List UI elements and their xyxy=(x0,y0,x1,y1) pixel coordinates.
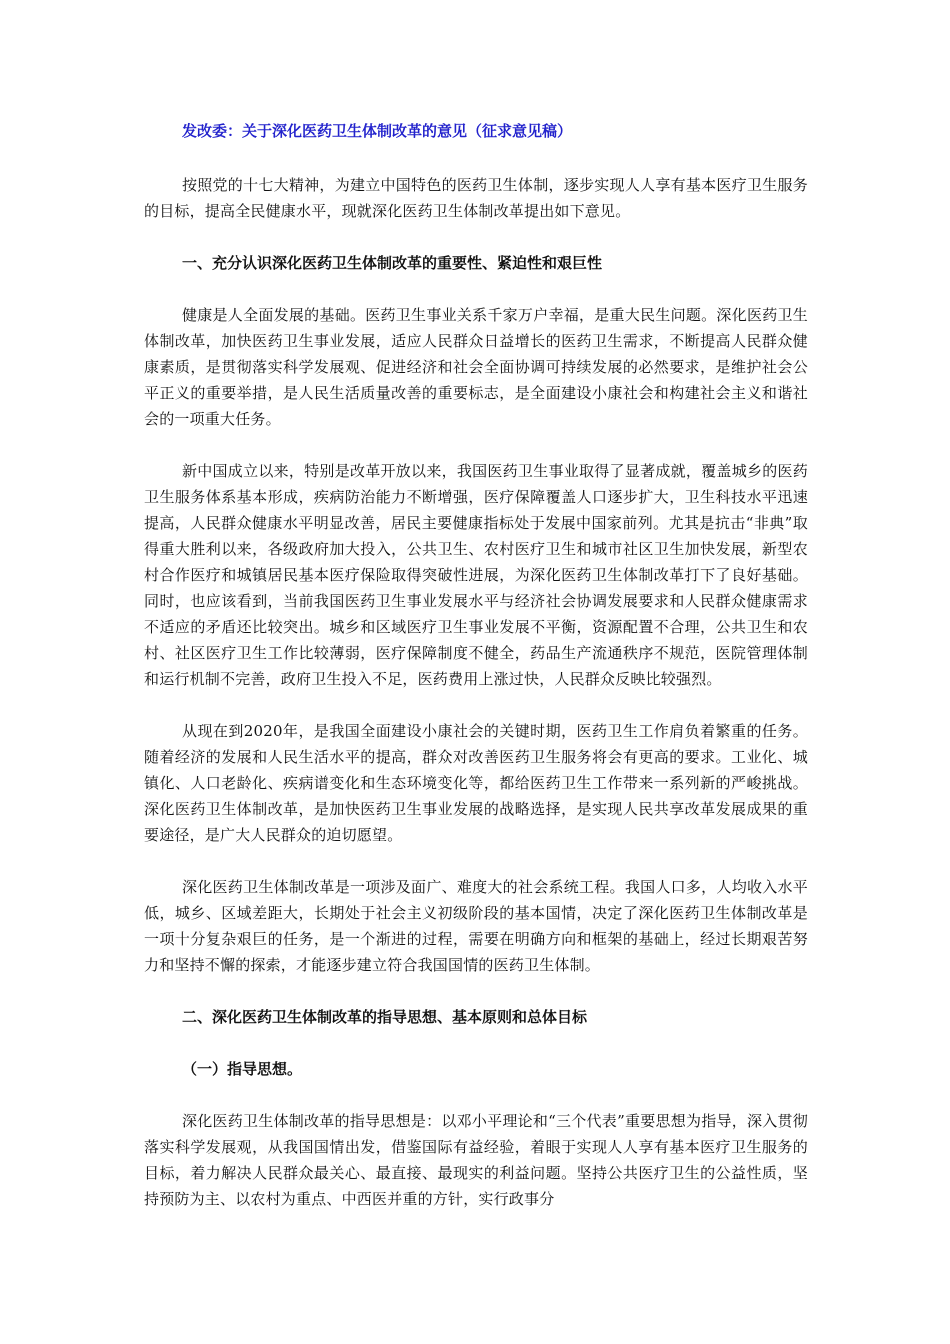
section-1-paragraph-1: 健康是人全面发展的基础。医药卫生事业关系千家万户幸福，是重大民生问题。深化医药卫生体制改革，加快医药卫生事业发展，适应人民群众日益增长的医药卫生需求，不断提高人民群众健康素质，是贯彻落实科学发展观、促进经济和社会全面协调可持续发展的必然要求，是维护社会公平正义的重要举措，是人民生活质量改善的重要标志，是全面建设小康社会和构建社会主义和谐社会的一项重大任务。 xyxy=(144,306,808,428)
intro-paragraph: 按照党的十七大精神，为建立中国特色的医药卫生体制，逐步实现人人享有基本医疗卫生服务的目标，提高全民健康水平，现就深化医药卫生体制改革提出如下意见。 xyxy=(144,176,808,220)
section-1-heading: 一、充分认识深化医药卫生体制改革的重要性、紧迫性和艰巨性 xyxy=(182,254,603,272)
section-1-paragraph-3: 从现在到2020年，是我国全面建设小康社会的关键时期，医药卫生工作肩负着繁重的任务。随着经济的发展和人民生活水平的提高，群众对改善医药卫生服务将会有更高的要求。工业化、城镇化、人口老龄化、疾病谱变化和生态环境变化等，都给医药卫生工作带来一系列新的严峻挑战。深化医药卫生体制改革，是加快医药卫生事业发展的战略选择，是实现人民共享改革发展成果的重要途径，是广大人民群众的迫切愿望。 xyxy=(144,722,808,844)
section-1-paragraph-2: 新中国成立以来，特别是改革开放以来，我国医药卫生事业取得了显著成就，覆盖城乡的医药卫生服务体系基本形成，疾病防治能力不断增强，医疗保障覆盖人口逐步扩大，卫生科技水平迅速提高，人民群众健康水平明显改善，居民主要健康指标处于发展中国家前列。尤其是抗击“非典”取得重大胜利以来，各级政府加大投入，公共卫生、农村医疗卫生和城市社区卫生加快发展，新型农村合作医疗和城镇居民基本医疗保险取得突破性进展，为深化医药卫生体制改革打下了良好基础。同时，也应该看到，当前我国医药卫生事业发展水平与经济社会协调发展要求和人民群众健康需求不适应的矛盾还比较突出。城乡和区域医疗卫生事业发展不平衡，资源配置不合理，公共卫生和农村、社区医疗卫生工作比较薄弱，医疗保障制度不健全，药品生产流通秩序不规范，医院管理体制和运行机制不完善，政府卫生投入不足，医药费用上涨过快，人民群众反映比较强烈。 xyxy=(144,462,808,688)
section-1-paragraph-4: 深化医药卫生体制改革是一项涉及面广、难度大的社会系统工程。我国人口多，人均收入水平低，城乡、区域差距大，长期处于社会主义初级阶段的基本国情，决定了深化医药卫生体制改革是一项十分复杂艰巨的任务，是一个渐进的过程，需要在明确方向和框架的基础上，经过长期艰苦努力和坚持不懈的探索，才能逐步建立符合我国国情的医药卫生体制。 xyxy=(144,878,808,974)
document-title: 发改委：关于深化医药卫生体制改革的意见（征求意见稿） xyxy=(182,122,573,140)
document-page xyxy=(144,118,808,1238)
section-2-sub-heading: （一）指导思想。 xyxy=(182,1060,303,1078)
section-2-paragraph-1: 深化医药卫生体制改革的指导思想是：以邓小平理论和“三个代表”重要思想为指导，深入贯彻落实科学发展观，从我国国情出发，借鉴国际有益经验，着眼于实现人人享有基本医疗卫生服务的目标，着力解决人民群众最关心、最直接、最现实的利益问题。坚持公共医疗卫生的公益性质，坚持预防为主、以农村为重点、中西医并重的方针，实行政事分 xyxy=(144,1112,808,1208)
section-2-heading: 二、深化医药卫生体制改革的指导思想、基本原则和总体目标 xyxy=(182,1008,588,1026)
